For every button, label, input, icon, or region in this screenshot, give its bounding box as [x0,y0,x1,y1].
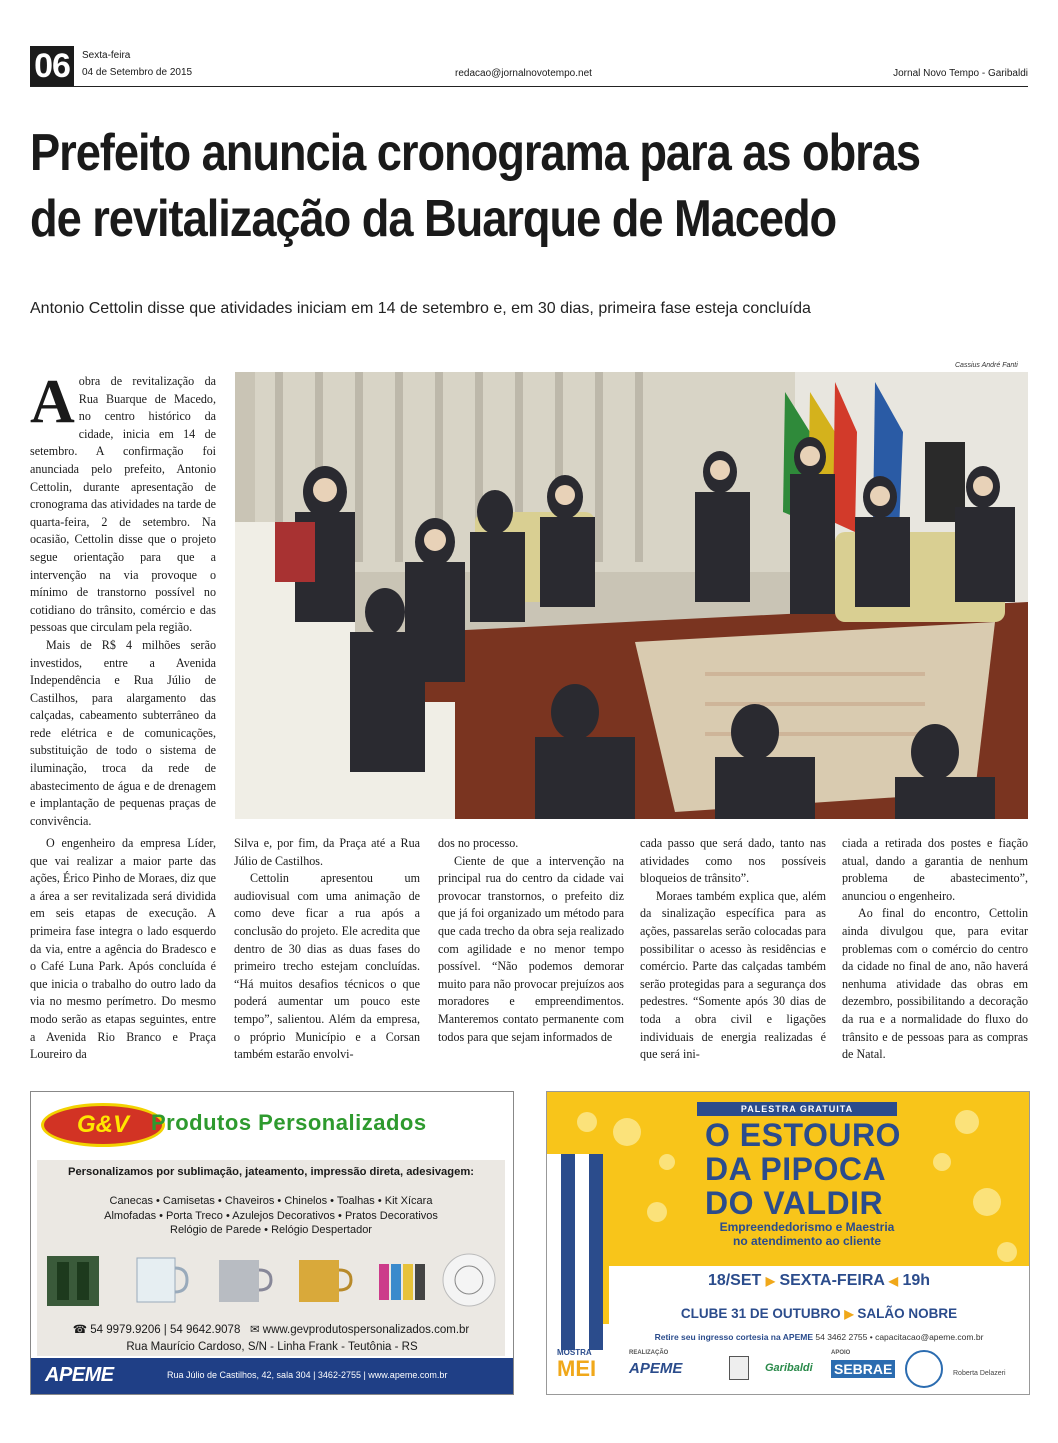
gv-product-images [37,1248,505,1318]
paragraph-5-cont: cada passo que será dado, tanto nas atividades como nos possíveis bloqueios de trânsito”. [640,836,826,886]
pipoca-weekday: SEXTA-FEIRA [779,1272,885,1289]
pipoca-venue: CLUBE 31 DE OUTUBRO [680,1306,841,1321]
gv-phone[interactable]: 54 9979.9206 | 54 9642.9078 [90,1324,241,1336]
heart-hands-icon [905,1350,943,1388]
article-column-1 [30,368,216,830]
paragraph-5: Ciente de que a intervenção na principal rua do centro da cidade vai provocar transtornos, o prefeito diz que já foi organizado um método para que cada trecho da obra seja realizado com agilidade e no menor tempo possível. “Não podemos demorar muito para não provocar prejuízos aos moradores e empreendimentos. Manteremos contato permanente com todos para que sejam informados de [438,853,624,1044]
gv-title: Produtos Personalizados [151,1110,427,1135]
paragraph-7: Ao final do encontro, Cettolin ainda divulgou que, para evitar problemas com o comércio do centro da cidade no final de ano, não haverá nenhuma atividade das obras em dezembro, possibilitando a decoração da rua e a normalidade do fluxo do trânsito e de pessoas para as compras de Natal. [842,906,1028,1062]
header-email[interactable]: redacao@jornalnovotempo.net [455,68,592,79]
mail-icon: ✉ [249,1324,263,1336]
drop-cap: A [30,368,75,436]
pipoca-title-line-3: DO VALDIR [705,1185,884,1221]
municipal-seal-icon [729,1356,749,1380]
mostra-mei-logo-b: MEI [557,1356,597,1381]
article-column-a [30,835,216,1064]
pipoca-ticket-info: Retire seu ingresso cortesia na APEME 54 3462 2755 • capacitacao@apeme.com.br [654,1332,984,1342]
roberta-logo: Roberta Delazeri [953,1370,1006,1377]
realizacao-label: REALIZAÇÃO [629,1350,669,1356]
gv-items-row-1: Canecas • Camisetas • Chaveiros • Chinelos • Toalhas • Kit Xícara [109,1195,433,1207]
apeme-logo: APEME [45,1364,114,1386]
garibaldi-logo: Garibaldi [765,1362,813,1374]
meeting-photo [235,372,1028,819]
pipoca-ticket-email[interactable]: capacitacao@apeme.com.br [875,1332,984,1342]
pipoca-date [609,1272,1029,1290]
gv-logo-text: G&V [76,1111,129,1138]
pipoca-subtitle [701,1220,913,1248]
article-column-c [438,835,624,1046]
photo-credit: Cassius André Fanti [955,362,1018,369]
page-number: 06 [30,46,74,86]
gv-items-row-2: Almofadas • Porta Treco • Azulejos Decorativos • Pratos Decorativos [104,1209,438,1222]
article-title [30,120,920,252]
gv-contact [37,1322,505,1336]
paragraph-1: obra de revitalização da Rua Buarque de Macedo, no centro histórico da cidade, inicia em 14 de setembro. A confirmação foi anunciada pelo prefeito, Antonio Cettolin, durante apresentação de cronograma das atividades na tarde de quarta-feira, 2 de setembro. Na ocasião, Cettolin disse que o projeto segue orientação para que a intervenção na via provoque o mínimo de transtorno possível no cotidiano do trânsito, comércio e das pessoas que circulam pela região. [30,374,216,635]
popcorn-cup [547,1154,603,1350]
sponsor-logos [553,1346,1023,1390]
apoio-label: APOIO [831,1350,851,1356]
pipoca-tag: PALESTRA GRATUITA [697,1102,897,1116]
apeme-bar [31,1358,513,1394]
paragraph-6-cont: ciada a retirada dos postes e fiação atual, dando a garantia de nenhum problema de abastecimento”, anunciou o engenheiro. [842,836,1028,903]
header-rule [30,86,1028,87]
pipoca-room: SALÃO NOBRE [857,1306,958,1321]
pipoca-title-line-2: DA PIPOCA [705,1151,887,1187]
pipoca-title-line-1: O ESTOURO [705,1117,901,1153]
ad-gv-produtos[interactable] [30,1091,514,1395]
article-subtitle: Antonio Cettolin disse que atividades iniciam em 14 de setembro e, em 30 dias, primeira fase esteja concluída [30,300,811,317]
gv-items [37,1194,505,1238]
pipoca-ticket-text: Retire seu ingresso cortesia na APEME [654,1332,813,1342]
paragraph-6: Moraes também explica que, além da sinalização específica para as ações, passarelas serão colocadas para possibilitar o acesso às residências e comércio. Parte das calçadas também serão protegidas para a segurança dos pedestres. “Somente após 30 dias de toda a obra civil e ligações individuais de energia realizadas é que será ini- [640,888,826,1062]
mostra-mei-logo-a: MOSTRA [557,1348,592,1357]
paragraph-3-cont: Silva e, por fim, da Praça até a Rua Júlio de Castilhos. [234,836,420,868]
header-weekday: Sexta-feira [82,50,131,61]
title-line-1: Prefeito anuncia cronograma para as obras [30,124,920,182]
pipoca-day: 18/SET [707,1272,762,1289]
paragraph-2: Mais de R$ 4 milhões serão investidos, entre a Avenida Independência e Rua Júlio de Castilhos, para alargamento das calçadas, cabeamento subterrâneo da rede elétrica e de comunicações, substituição de todo o sistema de iluminação, troca da rede de abastecimento de água e de drenagem e implantação de pequenas praças de convivência. [30,637,216,828]
gv-logo [41,1103,165,1147]
paragraph-3: O engenheiro da empresa Líder, que vai realizar a maior parte das ações, Érico Pinho de Moraes, diz que a área a ser revitalizada será dividida em seis etapas de execução. A primeira fase integra o lado esquerdo da via, entre a agência do Bradesco e o Café Luna Park. Após concluída é que inicia o trabalho do outro lado da via no mesmo perímetro. Do mesmo modo serão as etapas seguintes, entre a Avenida Rio Branco e Praça Loureiro da [30,836,216,1062]
gv-website[interactable]: www.gevprodutospersonalizados.com.br [262,1324,470,1336]
sebrae-logo: SEBRAE [831,1360,895,1378]
arrow-right-icon: ▶ [844,1307,854,1321]
pipoca-sub-1: Empreendedorismo e Maestria [719,1220,895,1234]
paragraph-4: Cettolin apresentou um audiovisual com uma animação de como deve ficar a rua após a conclusão do projeto. Ele acredita que dentro de 30 dias as duas fases do primeiro trecho estejam concluídas. “Há muitos desafios técnicos o que poderá aumentar um pouco este tempo”, salientou. Além da empresa, o próprio Município e a Corsan também estarão envolvi- [234,871,420,1062]
header-date: 04 de Setembro de 2015 [82,67,193,78]
article-column-e [842,835,1028,1064]
gv-services-line: Personalizamos por sublimação, jateamento, impressão direta, adesivagem: [67,1166,474,1178]
ad-estouro-pipoca[interactable] [546,1091,1030,1395]
pipoca-ticket-phone[interactable]: 54 3462 2755 [815,1332,868,1342]
article-column-b [234,835,420,1064]
apeme-sponsor-logo: APEME [629,1360,683,1377]
pipoca-place [609,1306,1029,1321]
pipoca-time: 19h [902,1272,931,1289]
header-publication: Jornal Novo Tempo - Garibaldi [893,68,1028,79]
apeme-info: Rua Júlio de Castilhos, 42, sala 304 | 3462-2755 | www.apeme.com.br [167,1370,448,1380]
paragraph-4-cont: dos no processo. [438,836,519,850]
pipoca-sub-2: no atendimento ao cliente [732,1234,882,1248]
arrow-right-icon: ▶ [765,1274,775,1288]
gv-address: Rua Maurício Cardoso, S/N - Linha Frank - Teutônia - RS [126,1341,418,1353]
article-column-d [640,835,826,1064]
arrow-left-icon: ◀ [888,1274,899,1288]
phone-icon: ☎ [72,1324,91,1336]
title-line-2: de revitalização da Buarque de Macedo [30,190,837,248]
ad-gv-header [31,1092,513,1154]
gv-items-row-3: Relógio de Parede • Relógio Despertador [170,1224,372,1236]
